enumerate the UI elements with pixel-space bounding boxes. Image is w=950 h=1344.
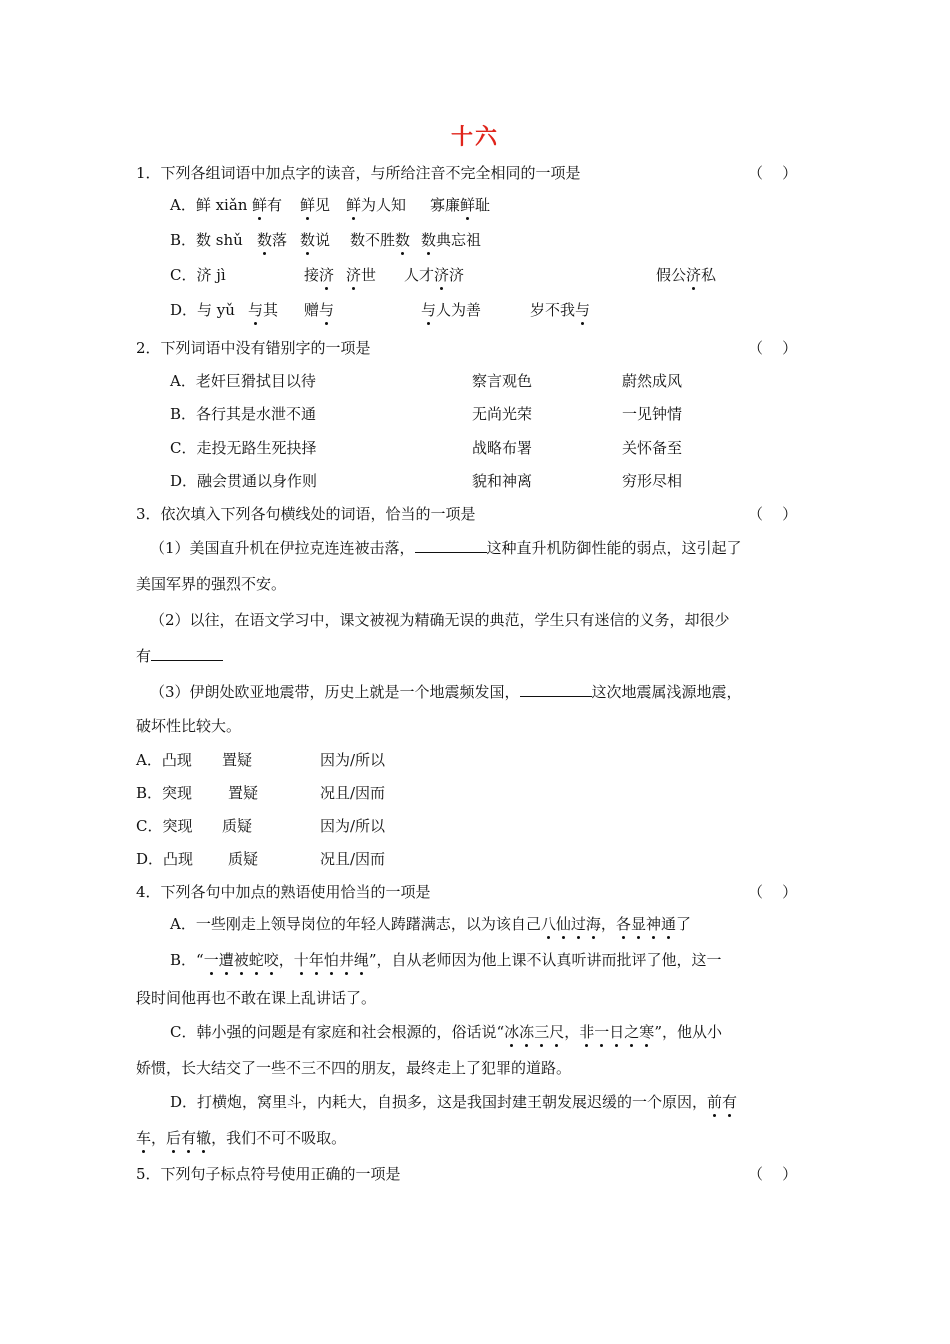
q3-sentence-3-part-b: 这次地震属浅源地震，: [591, 683, 742, 701]
q3-option-a-col2: 置疑: [222, 751, 253, 769]
q4-option-c-pre: C．韩小强的问题是有家庭和社会根源的，俗话说“: [170, 1023, 505, 1041]
q3-sentence-1: [150, 538, 742, 558]
q3-option-a-col1: A．凸现: [136, 751, 192, 769]
q2-option-c-col1: C．走投无路生死抉择: [170, 439, 317, 457]
q4-option-a-post: 了: [675, 915, 691, 933]
q3-option-b-col1: B．突现: [136, 784, 193, 802]
q4-option-d-cont: [136, 1128, 346, 1148]
question-3-stem: 3．依次填入下列各句横线处的词语，恰当的一项是: [136, 505, 476, 523]
page-title: 十六: [450, 124, 499, 150]
q3-sentence-1-cont: 美国军界的强烈不安。: [136, 575, 287, 593]
q1-option-a-word1: 鲜有: [252, 196, 283, 214]
q4-option-c-dotted-idiom: 冰冻三尺，非一日之寒: [504, 1023, 655, 1041]
question-2-stem: 2．下列词语中没有错别字的一项是: [136, 339, 371, 357]
q1-option-c-word4: 假公济私: [656, 266, 717, 284]
q3-option-b-col2: 置疑: [228, 784, 259, 802]
q1-option-c-word1: 接济: [304, 266, 335, 284]
q3-blank-1: [415, 538, 487, 553]
q4-option-d-pre: D．打横炮，窝里斗，内耗大，自损多，这是我国封建王朝发展迟缓的一个原因，: [170, 1093, 708, 1111]
q1-option-a-word2: 鲜见: [300, 196, 331, 214]
q3-sentence-2-part-b: 有: [136, 647, 152, 665]
q1-option-d-word2: 赠与: [304, 301, 335, 319]
q1-option-b-word3: 数不胜数: [350, 231, 411, 249]
q2-option-b-col2: 无尚光荣: [472, 405, 533, 423]
q4-option-b-dotted-idiom: 一遭被蛇咬，十年怕井绳: [203, 951, 369, 969]
q1-option-b-label: B．数 shǔ: [170, 231, 243, 249]
q3-blank-3: [520, 682, 592, 697]
q3-sentence-2-cont: [136, 646, 223, 666]
q3-option-c-col1: C．突现: [136, 817, 193, 835]
q1-option-b-word4: 数典忘祖: [421, 231, 482, 249]
q2-option-a-col2: 察言观色: [472, 372, 533, 390]
q2-option-d-col3: 穷形尽相: [622, 472, 683, 490]
question-5-answer-paren: （ ）: [748, 1165, 798, 1183]
q2-option-d-col1: D．融会贯通以身作则: [170, 472, 318, 490]
q4-option-d-dotted-idiom-b: 车，后有辙: [136, 1129, 212, 1147]
q3-sentence-1-part-b: 这种直升机防御性能的弱点，这引起了: [486, 539, 742, 557]
question-2-answer-paren: （ ）: [748, 339, 798, 357]
question-3-answer-paren: （ ）: [748, 505, 798, 523]
question-4-answer-paren: （ ）: [748, 883, 798, 901]
q2-option-a-col3: 蔚然成风: [622, 372, 683, 390]
question-4-stem: 4．下列各句中加点的熟语使用恰当的一项是: [136, 883, 431, 901]
q1-option-c-label: C．济 jì: [170, 266, 226, 284]
q4-option-b-post: ”，自从老师因为他上课不认真听讲而批评了他，这一: [368, 951, 722, 969]
q4-option-d: [170, 1092, 737, 1112]
q1-option-a-word4: 寡廉鲜耻: [430, 196, 491, 214]
q1-option-c-word2: 济世: [346, 266, 377, 284]
q3-option-d-col2: 质疑: [228, 850, 259, 868]
q4-option-a-dotted-idiom: 八仙过海，各显神通: [540, 915, 676, 933]
q3-blank-2: [151, 646, 223, 661]
question-5-stem: 5．下列句子标点符号使用正确的一项是: [136, 1165, 401, 1183]
q4-option-c-post: ”，他从小: [654, 1023, 722, 1041]
q2-option-c-col2: 战略布署: [472, 439, 533, 457]
q2-option-b-col1: B．各行其是水泄不通: [170, 405, 317, 423]
q1-option-b-word2: 数说: [300, 231, 331, 249]
q4-option-d-post: ，我们不可不吸取。: [211, 1129, 347, 1147]
q3-option-d-col1: D．凸现: [136, 850, 194, 868]
q1-option-a-word3: 鲜为人知: [346, 196, 407, 214]
question-1-stem: 1．下列各组词语中加点字的读音，与所给注音不完全相同的一项是: [136, 164, 581, 182]
q4-option-d-dotted-idiom-a: 前有: [707, 1093, 738, 1111]
q4-option-a-pre: A．一些刚走上领导岗位的年轻人踌躇满志，以为该自己: [170, 915, 541, 933]
q3-sentence-2: （2）以往，在语文学习中，课文被视为精确无误的典范，学生只有迷信的义务，却很少: [150, 611, 730, 629]
q3-sentence-1-part-a: （1）美国直升机在伊拉克连连被击落，: [150, 539, 415, 557]
question-1-answer-paren: （ ）: [748, 164, 798, 182]
q3-option-c-col3: 因为/所以: [320, 817, 386, 835]
q4-option-b: [170, 950, 722, 970]
q4-option-a: [170, 914, 691, 934]
q4-option-b-pre: B．“: [170, 951, 204, 969]
q4-option-b-cont: 段时间他再也不敢在课上乱讲话了。: [136, 989, 377, 1007]
q1-option-c-word3: 人才济济: [404, 266, 465, 284]
q2-option-c-col3: 关怀备至: [622, 439, 683, 457]
q1-option-d-word1: 与其: [248, 301, 279, 319]
q1-option-b-word1: 数落: [257, 231, 288, 249]
q2-option-a-col1: A．老奸巨猾拭目以待: [170, 372, 316, 390]
q3-sentence-3-cont: 破坏性比较大。: [136, 717, 242, 735]
q3-option-b-col3: 况且/因而: [320, 784, 386, 802]
q2-option-d-col2: 貌和神离: [472, 472, 533, 490]
q1-option-a-label: A．鲜 xiǎn: [170, 196, 248, 214]
q4-option-c-cont: 娇惯，长大结交了一些不三不四的朋友，最终走上了犯罪的道路。: [136, 1059, 572, 1077]
q3-sentence-3: [150, 682, 742, 702]
q3-option-a-col3: 因为/所以: [320, 751, 386, 769]
q3-option-d-col3: 况且/因而: [320, 850, 386, 868]
q1-option-d-word4: 岁不我与: [530, 301, 591, 319]
q1-option-d-word3: 与人为善: [421, 301, 482, 319]
q4-option-c: [170, 1022, 722, 1042]
q3-option-c-col2: 质疑: [222, 817, 253, 835]
q3-sentence-3-part-a: （3）伊朗处欧亚地震带，历史上就是一个地震频发国，: [150, 683, 520, 701]
q1-option-d-label: D．与 yǔ: [170, 301, 235, 319]
q2-option-b-col3: 一见钟情: [622, 405, 683, 423]
